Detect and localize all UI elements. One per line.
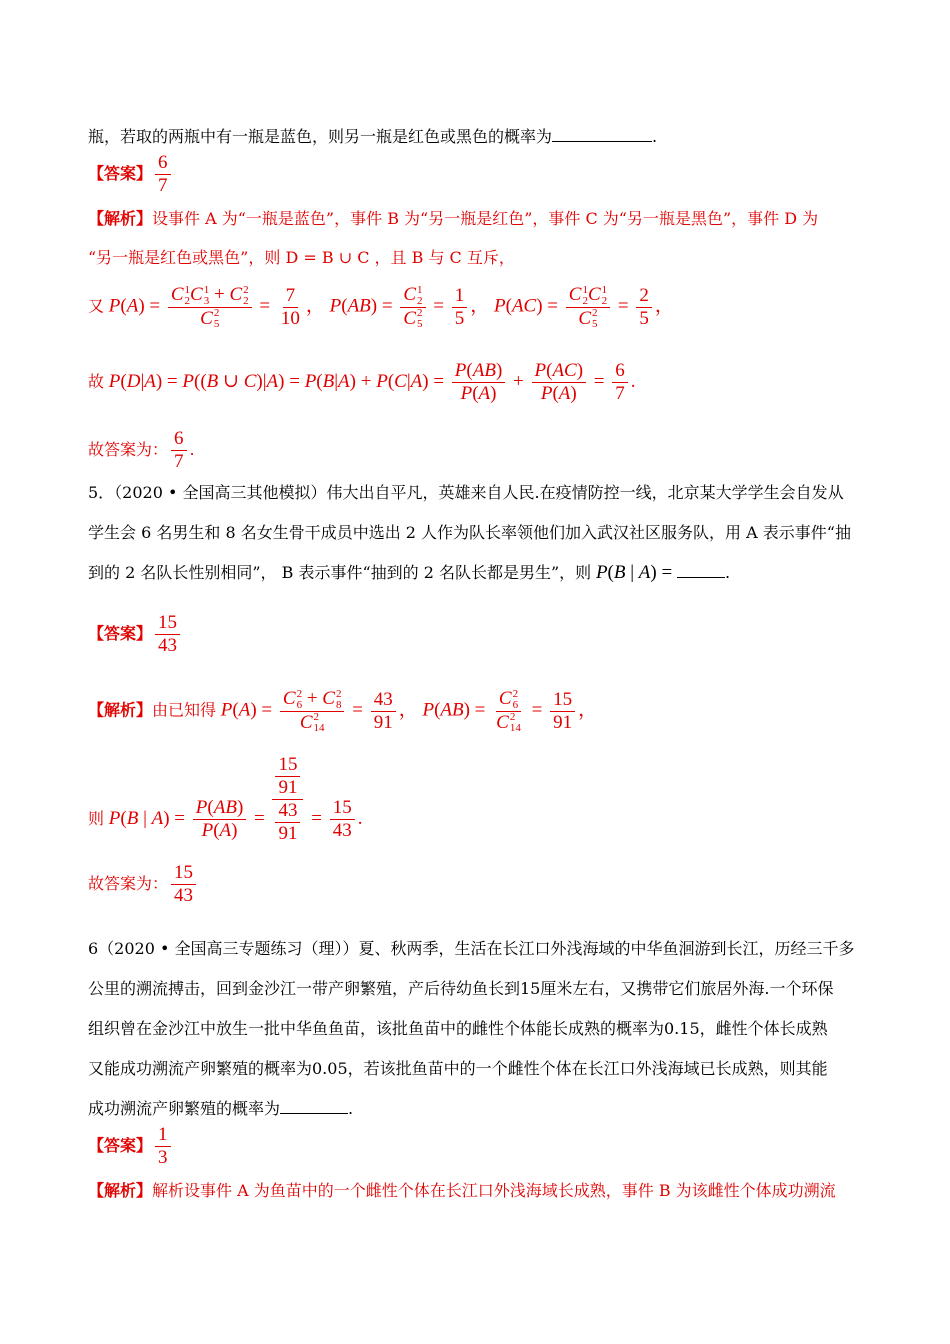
- problem-6-analysis-line-1: 【解析】解析设事件 A 为鱼苗中的一个雌性个体在长江口外浅海域长成熟，事件 B 为该雌性个体成功溯流: [88, 1181, 836, 1200]
- problem-4-analysis-line-1: 【解析】设事件 A 为“一瓶是蓝色”，事件 B 为“另一瓶是红色”，事件 C 为“另一瓶是黑色”，事件 D 为: [88, 209, 819, 228]
- answer-fraction: $\frac{1}{3}$: [155, 1124, 171, 1169]
- problem-4-answer: [88, 152, 864, 197]
- answer-blank: [280, 1099, 348, 1114]
- final-fraction: $\frac{6}{7}$: [171, 428, 187, 473]
- answer-blank: [677, 563, 725, 578]
- problem-5-final: 故答案为： $\frac{15}{43}$: [88, 862, 864, 907]
- problem-6-line-5: 成功溯流产卵繁殖的概率为 .: [88, 1099, 354, 1118]
- problem-5-line-3: 到的 2 名队长性别相同”， B 表示事件“抽到的 2 名队长都是男生”，则 P(B | A) = .: [88, 562, 731, 583]
- answer-fraction: $\frac{15}{43}$: [155, 612, 180, 657]
- problem-6-answer: 【答案】 $\frac{1}{3}$: [88, 1124, 864, 1169]
- analysis-label: 【解析】: [88, 209, 153, 228]
- problem-4-text: 瓶，若取的两瓶中有一瓶是蓝色，则另一瓶是红色或黑色的概率为: [88, 127, 553, 146]
- problem-5-line-2: 学生会 6 名男生和 8 名女生骨干成员中选出 2 人作为队长率领他们加入武汉社区服务队，用 A 表示事件“抽: [88, 523, 851, 542]
- problem-5-conditional: $_则$ P(B | A) = $\frac{P(AB)}{P(A)}$ = $\frac{\frac{15}{91}}{\frac{43}{91}}$ = $\frac{15}{43}$ .: [88, 754, 363, 844]
- problem-4-final: 故答案为： $\frac{6}{7}$ .: [88, 428, 195, 472]
- problem-4-probabilities: 又 P(A) = C 1 2 C 1 3 + C 2 2 C 2 5 = $\frac{7}{10}$ ， P(AB) = C 1 2 C 2 5 = $\frac{1}{5}$ ， P(AC) = C 1 2 C 1 2 C 2 5 = $\frac{2}{5}$ ，: [88, 283, 674, 331]
- answer-fraction: $\frac{6}{7}$: [155, 152, 171, 197]
- problem-5-answer: 【答案】 $\frac{15}{43}$: [88, 612, 864, 657]
- problem-4-question: 瓶，若取的两瓶中有一瓶是蓝色，则另一瓶是红色或黑色的概率为 .: [88, 127, 658, 146]
- problem-5-analysis: 【解析】由已知得 P(A) = C 2 6 + C 2 8 C 2 14 = $\frac{43}{91}$ ， P(AB) = C 2 6 C 2 14 = $\frac{15}{91}$ ，: [88, 687, 598, 735]
- answer-blank: [552, 127, 652, 142]
- problem-6-line-2: 公里的溯流搏击，回到金沙江一带产卵繁殖，产后待幼鱼长到15厘米左右，又携带它们旅居外海.一个环保: [88, 979, 834, 998]
- problem-4-analysis-line-2: “另一瓶是红色或黑色”，则 D = B ∪ C ，且 B 与 C 互斥，: [88, 248, 515, 267]
- problem-6-line-4: 又能成功溯流产卵繁殖的概率为0.05，若该批鱼苗中的一个雌性个体在长江口外浅海域已长成熟，则其能: [88, 1059, 828, 1078]
- answer-label: 【答案】: [88, 164, 153, 183]
- final-fraction: $\frac{15}{43}$: [171, 862, 196, 907]
- problem-4-conditional: 故 P(D|A) = P((B ∪ C)|A) = P(B|A) + P(C|A) = $\frac{P(AB)}{P(A)}$ + $\frac{P(AC)}{P(A)}$ = $\frac{6}{7}$ .: [88, 360, 636, 404]
- problem-6-line-1: 6（2020 • 全国高三专题练习（理））夏、秋两季，生活在长江口外浅海域的中华鱼洄游到长江，历经三千多: [88, 939, 855, 958]
- problem-5-line-1: 5．（2020 • 全国高三其他模拟）伟大出自平凡，英雄来自人民.在疫情防控一线，北京某大学学生会自发从: [88, 483, 844, 502]
- problem-6-line-3: 组织曾在金沙江中放生一批中华鱼鱼苗，该批鱼苗中的雌性个体能长成熟的概率为0.15，雌性个体长成熟: [88, 1019, 828, 1038]
